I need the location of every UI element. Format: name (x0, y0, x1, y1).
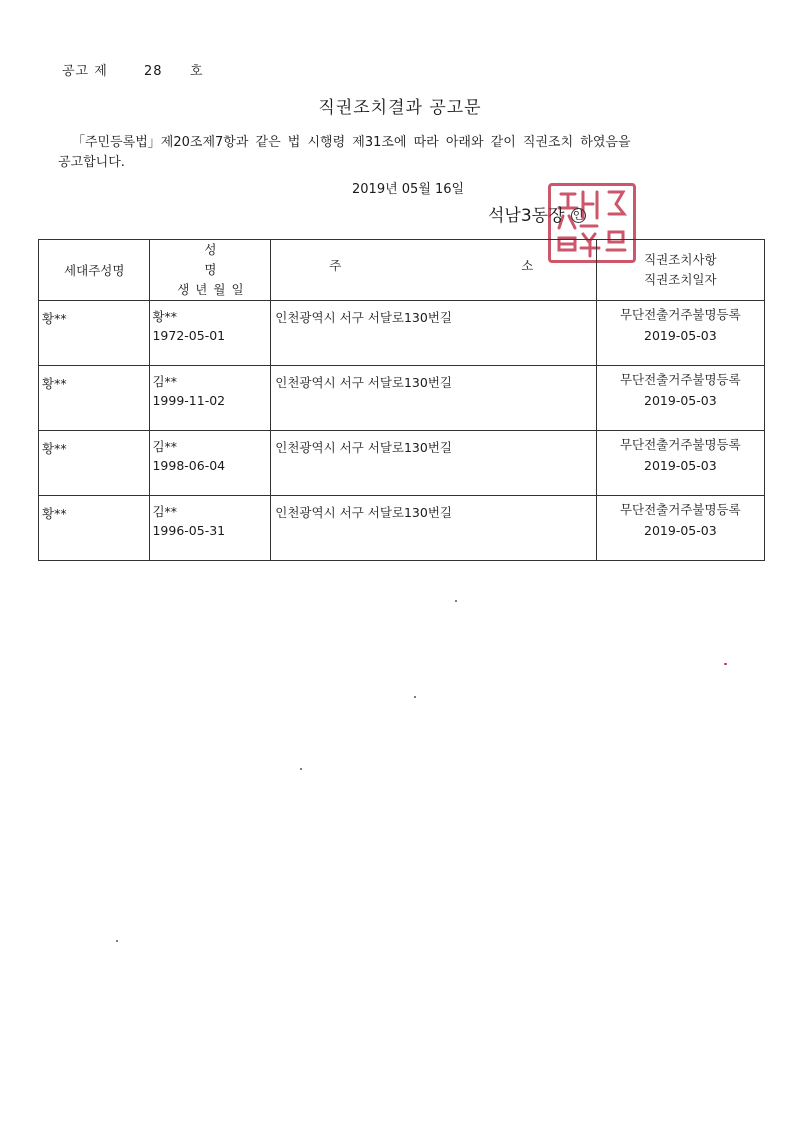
cell-name-birth (150, 301, 271, 366)
header-action (596, 240, 764, 301)
cell-action (596, 301, 764, 366)
cell-address: 인천광역시 서구 서달로130번길 (271, 366, 596, 431)
document-title: 직권조치결과 공고문 (318, 98, 482, 118)
header-action-type: 직권조치사항 (644, 252, 717, 267)
table-header-row (39, 240, 765, 301)
header-address-part-2: 소 (521, 258, 534, 273)
action-result-table (38, 239, 765, 561)
cell-action (596, 496, 764, 561)
cell-address: 인천광역시 서구 서달로130번길 (271, 301, 596, 366)
table-row (39, 431, 765, 496)
notice-number-suffix: 호 (190, 64, 204, 79)
cell-action-date: 2019-05-03 (644, 523, 717, 538)
scan-speck (300, 768, 302, 770)
header-name: 성명 (204, 242, 253, 277)
cell-action-date: 2019-05-03 (644, 458, 717, 473)
header-name-birth (150, 240, 271, 301)
header-household-head: 세대주성명 (39, 240, 150, 301)
cell-birth: 1996-05-31 (152, 523, 226, 538)
cell-birth: 1998-06-04 (152, 458, 226, 473)
scan-speck (724, 663, 727, 665)
header-action-date: 직권조치일자 (644, 272, 717, 287)
table-row (39, 301, 765, 366)
header-address (271, 240, 596, 301)
cell-action-type: 무단전출거주불명등록 (619, 502, 741, 517)
cell-name: 김** (152, 504, 178, 519)
signer-line (488, 201, 586, 226)
scan-speck (414, 696, 416, 698)
cell-address: 인천광역시 서구 서달로130번길 (271, 431, 596, 496)
table-row (39, 496, 765, 561)
signature-mark: 인 (571, 208, 586, 223)
cell-household-head: 황** (39, 301, 150, 366)
cell-name-birth (150, 496, 271, 561)
cell-action-date: 2019-05-03 (644, 328, 717, 343)
cell-name-birth (150, 431, 271, 496)
cell-household-head: 황** (39, 431, 150, 496)
cell-action (596, 431, 764, 496)
notice-number-prefix: 공고 제 (62, 64, 108, 79)
cell-household-head: 황** (39, 496, 150, 561)
table-row (39, 366, 765, 431)
cell-action (596, 366, 764, 431)
cell-name: 김** (152, 374, 178, 389)
notice-number: 28 (144, 64, 163, 79)
notice-body-line-1: 「주민등록법」제20조제7항과 같은 법 시행령 제31조에 따라 아래와 같이 직권조치 하였음을 (72, 135, 631, 150)
header-birth: 생년월일 (177, 282, 250, 297)
header-address-part-1: 주 (329, 258, 342, 273)
notice-number-line (62, 60, 204, 79)
cell-name: 김** (152, 439, 178, 454)
notice-date: 2019년 05월 16일 (352, 182, 465, 197)
cell-birth: 1972-05-01 (152, 328, 226, 343)
cell-birth: 1999-11-02 (152, 393, 226, 408)
cell-action-date: 2019-05-03 (644, 393, 717, 408)
cell-name-birth (150, 366, 271, 431)
cell-household-head: 황** (39, 366, 150, 431)
cell-name: 황** (152, 309, 178, 324)
cell-action-type: 무단전출거주불명등록 (619, 437, 741, 452)
cell-address: 인천광역시 서구 서달로130번길 (271, 496, 596, 561)
signer-name: 석남3동장 (488, 206, 565, 226)
notice-body (58, 133, 718, 173)
notice-body-line-2: 공고합니다. (58, 155, 125, 170)
cell-action-type: 무단전출거주불명등록 (619, 307, 741, 322)
scan-speck (116, 940, 118, 942)
cell-action-type: 무단전출거주불명등록 (619, 372, 741, 387)
scan-speck (455, 600, 457, 602)
